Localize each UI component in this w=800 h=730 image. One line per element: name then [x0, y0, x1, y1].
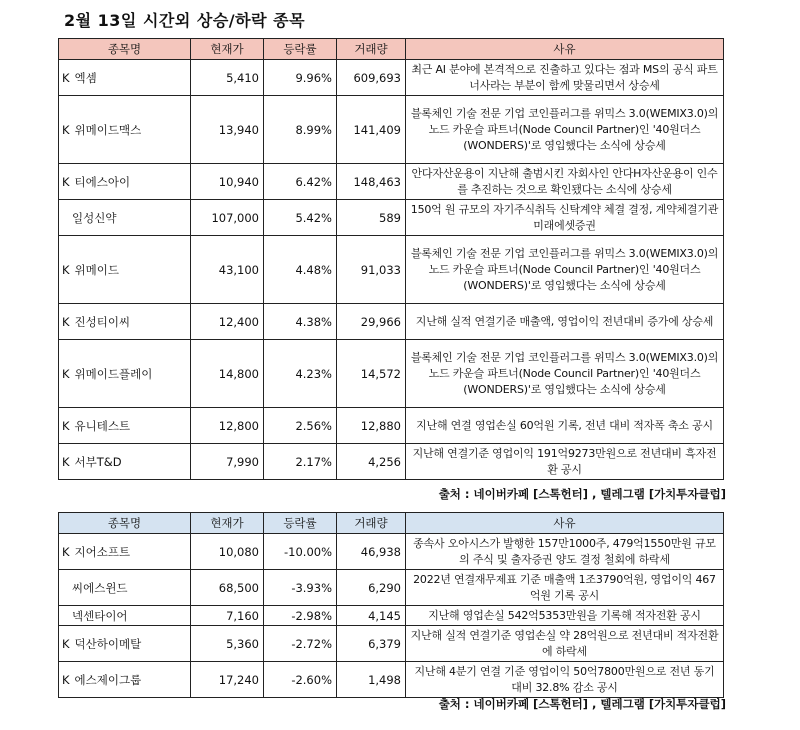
table-row — [59, 626, 724, 662]
stock-name-cell — [59, 662, 191, 698]
header-rate: 등락률 — [264, 39, 337, 60]
table-row — [59, 304, 724, 340]
header-volume: 거래량 — [337, 39, 406, 60]
rate-cell: 2.17% — [264, 444, 337, 480]
stock-name: 일성신약 — [72, 210, 117, 225]
price-cell: 5,360 — [191, 626, 264, 662]
stock-name: 에스제이그룹 — [74, 672, 142, 687]
price-cell: 107,000 — [191, 200, 264, 236]
reason-cell: 지난해 영업손실 542억5353만원을 기록해 적자전환 공시 — [406, 606, 724, 626]
stock-name-cell — [59, 164, 191, 200]
stock-name: 서부T&D — [74, 454, 122, 469]
reason-cell: 2022년 연결재무제표 기준 매출액 1조3790억원, 영업이익 467억원 기록 공시 — [406, 570, 724, 606]
stock-name: 티에스아이 — [74, 174, 131, 189]
table-row — [59, 60, 724, 96]
price-cell: 13,940 — [191, 96, 264, 164]
rate-cell: 2.56% — [264, 408, 337, 444]
reason-cell: 종속사 오아시스가 발행한 157만1000주, 479억1550만원 규모의 주식 및 출자증권 양도 결정 철회에 하락세 — [406, 534, 724, 570]
market-mark: K — [62, 418, 70, 433]
stock-name: 넥센타이어 — [72, 608, 128, 623]
volume-cell: 6,290 — [337, 570, 406, 606]
volume-cell: 4,256 — [337, 444, 406, 480]
stock-name-cell — [59, 606, 191, 626]
rise-header-row — [59, 39, 724, 60]
rate-cell: 4.48% — [264, 236, 337, 304]
rate-cell: -2.72% — [264, 626, 337, 662]
price-cell: 5,410 — [191, 60, 264, 96]
fall-table — [58, 512, 724, 698]
table-row — [59, 200, 724, 236]
table-row — [59, 236, 724, 304]
market-mark: K — [62, 454, 70, 469]
stock-name-cell — [59, 534, 191, 570]
reason-cell: 150억 원 규모의 자기주식취득 신탁계약 체결 결정, 계약체결기관 미래에셋증권 — [406, 200, 724, 236]
reason-cell: 최근 AI 분야에 본격적으로 진출하고 있다는 점과 MS의 공식 파트너사라는 부분이 함께 맞물리면서 상승세 — [406, 60, 724, 96]
rate-cell: -2.98% — [264, 606, 337, 626]
stock-name-cell — [59, 444, 191, 480]
price-cell: 14,800 — [191, 340, 264, 408]
stock-name-cell — [59, 340, 191, 408]
table-row — [59, 340, 724, 408]
stock-name-cell — [59, 200, 191, 236]
stock-name: 덕산하이메탈 — [74, 636, 142, 651]
table-row — [59, 164, 724, 200]
table-row — [59, 534, 724, 570]
header-price: 현재가 — [191, 39, 264, 60]
stock-name-cell — [59, 626, 191, 662]
table-row — [59, 96, 724, 164]
volume-cell: 14,572 — [337, 340, 406, 408]
source-note: 출처 : 네이버카페 [스톡헌터] , 텔레그램 [가치투자클럽] — [438, 487, 726, 501]
rate-cell: -10.00% — [264, 534, 337, 570]
table-row — [59, 570, 724, 606]
rise-table — [58, 38, 724, 480]
stock-name: 위메이드플레이 — [74, 366, 153, 381]
rate-cell: 6.42% — [264, 164, 337, 200]
price-cell: 43,100 — [191, 236, 264, 304]
stock-name-cell — [59, 408, 191, 444]
price-cell: 10,080 — [191, 534, 264, 570]
reason-cell: 안다자산운용이 지난해 출범시킨 자회사인 안다H자산운용이 인수를 추진하는 것으로 확인됐다는 소식에 상승세 — [406, 164, 724, 200]
market-mark: K — [62, 174, 70, 189]
volume-cell: 1,498 — [337, 662, 406, 698]
volume-cell: 141,409 — [337, 96, 406, 164]
header-name: 종목명 — [59, 513, 191, 534]
market-mark: K — [62, 672, 70, 687]
stock-name: 진성티이씨 — [74, 314, 131, 329]
stock-name-cell — [59, 60, 191, 96]
stock-name-cell — [59, 570, 191, 606]
volume-cell: 29,966 — [337, 304, 406, 340]
table-row — [59, 606, 724, 626]
volume-cell: 148,463 — [337, 164, 406, 200]
header-name: 종목명 — [59, 39, 191, 60]
table-row — [59, 662, 724, 698]
stock-name-cell — [59, 304, 191, 340]
price-cell: 17,240 — [191, 662, 264, 698]
fall-header-row — [59, 513, 724, 534]
reason-cell: 지난해 실적 연결기준 매출액, 영업이익 전년대비 증가에 상승세 — [406, 304, 724, 340]
market-mark: K — [62, 70, 70, 85]
stock-name-cell — [59, 96, 191, 164]
rate-cell: -2.60% — [264, 662, 337, 698]
stock-name: 엑셈 — [74, 70, 97, 85]
header-reason: 사유 — [406, 39, 724, 60]
page-title: 2월 13일 시간외 상승/하락 종목 — [64, 11, 306, 30]
volume-cell: 609,693 — [337, 60, 406, 96]
price-cell: 10,940 — [191, 164, 264, 200]
stock-name: 위메이드맥스 — [74, 122, 142, 137]
header-rate: 등락률 — [264, 513, 337, 534]
reason-cell: 지난해 4분기 연결 기준 영업이익 50억7800만원으로 전년 동기 대비 32.8% 감소 공시 — [406, 662, 724, 698]
volume-cell: 12,880 — [337, 408, 406, 444]
volume-cell: 6,379 — [337, 626, 406, 662]
rate-cell: -3.93% — [264, 570, 337, 606]
price-cell: 68,500 — [191, 570, 264, 606]
table-row — [59, 408, 724, 444]
rate-cell: 9.96% — [264, 60, 337, 96]
market-mark: K — [62, 122, 70, 137]
price-cell: 12,400 — [191, 304, 264, 340]
table-row — [59, 444, 724, 480]
price-cell: 7,160 — [191, 606, 264, 626]
stock-name: 씨에스윈드 — [72, 580, 128, 595]
rate-cell: 8.99% — [264, 96, 337, 164]
price-cell: 12,800 — [191, 408, 264, 444]
header-volume: 거래량 — [337, 513, 406, 534]
stock-name: 유니테스트 — [74, 418, 131, 433]
volume-cell: 4,145 — [337, 606, 406, 626]
volume-cell: 91,033 — [337, 236, 406, 304]
market-mark: K — [62, 314, 70, 329]
price-cell: 7,990 — [191, 444, 264, 480]
rate-cell: 5.42% — [264, 200, 337, 236]
reason-cell: 블록체인 기술 전문 기업 코인플러그를 위믹스 3.0(WEMIX3.0)의 노드 카운슬 파트너(Node Council Partner)인 '40원더스(WONDERS)'로 영입했다는 소식에 상승세 — [406, 96, 724, 164]
market-mark: K — [62, 262, 70, 277]
market-mark: K — [62, 636, 70, 651]
volume-cell: 589 — [337, 200, 406, 236]
stock-name: 위메이드 — [74, 262, 119, 277]
stock-name-cell — [59, 236, 191, 304]
market-mark: K — [62, 544, 70, 559]
reason-cell: 지난해 연결기준 영업이익 191억9273만원으로 전년대비 흑자전환 공시 — [406, 444, 724, 480]
volume-cell: 46,938 — [337, 534, 406, 570]
header-price: 현재가 — [191, 513, 264, 534]
reason-cell: 지난해 실적 연결기준 영업손실 약 28억원으로 전년대비 적자전환에 하락세 — [406, 626, 724, 662]
rate-cell: 4.38% — [264, 304, 337, 340]
market-mark: K — [62, 366, 70, 381]
source-note: 출처 : 네이버카페 [스톡헌터] , 텔레그램 [가치투자클럽] — [438, 697, 726, 711]
header-reason: 사유 — [406, 513, 724, 534]
reason-cell: 블록체인 기술 전문 기업 코인플러그를 위믹스 3.0(WEMIX3.0)의 노드 카운슬 파트너(Node Council Partner)인 '40원더스(WONDERS)'로 영입했다는 소식에 상승세 — [406, 236, 724, 304]
stock-name: 지어소프트 — [74, 544, 131, 559]
reason-cell: 블록체인 기술 전문 기업 코인플러그를 위믹스 3.0(WEMIX3.0)의 노드 카운슬 파트너(Node Council Partner)인 '40원더스(WONDERS)'로 영입했다는 소식에 상승세 — [406, 340, 724, 408]
reason-cell: 지난해 연결 영업손실 60억원 기록, 전년 대비 적자폭 축소 공시 — [406, 408, 724, 444]
rate-cell: 4.23% — [264, 340, 337, 408]
